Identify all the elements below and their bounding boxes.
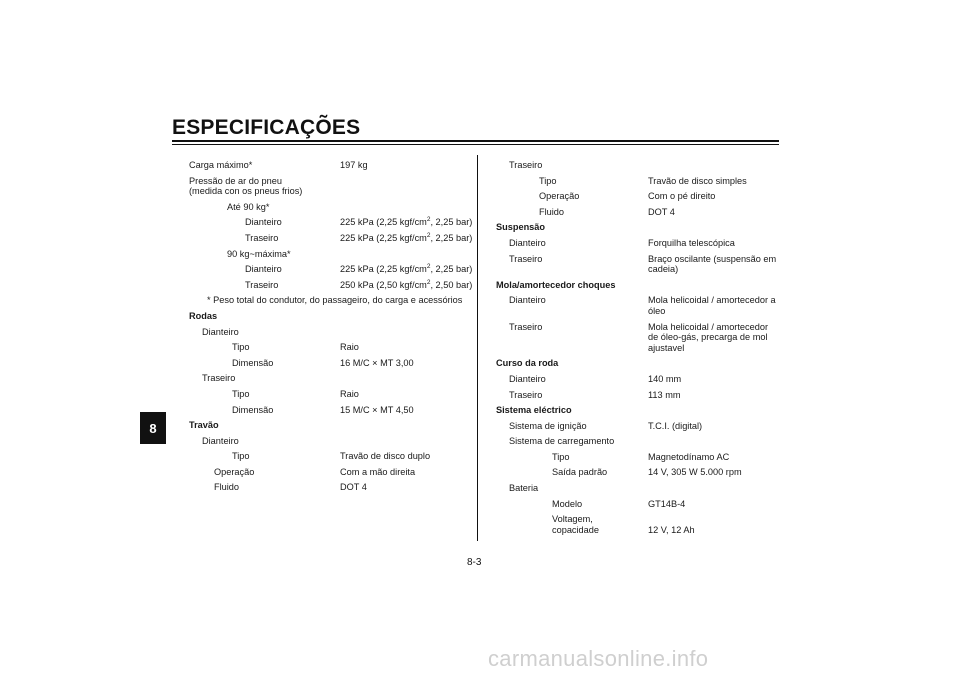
spec-row-c-traseiro — [496, 390, 786, 401]
spec-value: 12 V, 12 Ah — [648, 524, 695, 535]
spec-label: Dianteiro — [245, 264, 282, 275]
spec-label: Tipo — [232, 388, 250, 399]
spec-row-rd-dimensao — [189, 358, 474, 369]
spec-value: 197 kg — [340, 160, 368, 170]
page-title: ESPECIFICAÇÕES — [172, 116, 361, 139]
spec-row-tt-operacao — [496, 191, 786, 202]
spec-label: Sistema de ignição — [509, 420, 587, 431]
spec-label: Carga máximo* — [189, 160, 253, 170]
spec-value: 113 mm — [648, 389, 681, 400]
spec-label: Dianteiro — [245, 217, 282, 228]
spec-row-pressao — [189, 176, 474, 197]
spec-row-m-traseiro — [496, 322, 786, 354]
right-column — [496, 160, 786, 540]
spec-row-rt-dimensao — [189, 405, 474, 416]
spec-row-m-dianteiro — [496, 295, 786, 316]
title-rule — [172, 140, 779, 142]
spec-label: Modelo — [552, 498, 583, 509]
spec-row-carregamento — [496, 436, 786, 447]
spec-value: Magnetodínamo AC — [648, 451, 730, 462]
spec-label: Pressão de ar do pneu (medida con os pneus frios) — [189, 175, 303, 197]
spec-value: 16 M/C × MT 3,00 — [340, 357, 414, 368]
spec-label: Traseiro — [245, 279, 279, 290]
title-rule-thin — [172, 144, 779, 145]
spec-label: Traseiro — [509, 160, 543, 170]
section-heading-mola: Mola/amortecedor choques — [496, 279, 616, 290]
section-heading-rodas: Rodas — [189, 310, 218, 321]
spec-row-tt-fluido — [496, 207, 786, 218]
spec-row-travao-dianteiro — [189, 436, 474, 447]
spec-label: Traseiro — [245, 232, 279, 243]
spec-value: Forquilha telescópica — [648, 237, 735, 248]
section-tab: 8 — [140, 412, 166, 444]
spec-row-max-traseiro — [189, 280, 474, 291]
left-column — [189, 160, 474, 498]
spec-label: Operação — [539, 191, 580, 202]
spec-value: 14 V, 305 W 5.000 rpm — [648, 467, 742, 478]
spec-value: DOT 4 — [340, 482, 367, 493]
spec-label: Dianteiro — [509, 373, 546, 384]
spec-value: 250 kPa (2,50 kgf/$cm^2$, 2,50 bar) — [340, 278, 473, 290]
spec-row-td-operacao — [189, 467, 474, 478]
section-heading-curso: Curso da roda — [496, 358, 559, 369]
spec-value: T.C.I. (digital) — [648, 420, 703, 431]
spec-value: Mola helicoidal / amortecedor a óleo — [648, 295, 776, 316]
spec-label: Dianteiro — [202, 326, 239, 337]
spec-row-s-dianteiro — [496, 238, 786, 249]
section-heading-sistema: Sistema eléctrico — [496, 405, 572, 416]
spec-row-max — [189, 249, 474, 260]
spec-label: Traseiro — [202, 373, 236, 384]
spec-value: 15 M/C × MT 4,50 — [340, 404, 414, 415]
spec-row-rd-tipo — [189, 342, 474, 353]
spec-value: 225 kPa (2,25 kgf/$cm^2$, 2,25 bar) — [340, 263, 473, 275]
spec-value: Com o pé direito — [648, 191, 716, 202]
spec-value: 140 mm — [648, 373, 682, 384]
footnote: * Peso total do condutor, do passageiro, do carga e acessórios — [207, 295, 463, 306]
spec-row-carga — [189, 160, 474, 171]
spec-label: Tipo — [539, 175, 557, 186]
spec-row-sc-tipo — [496, 452, 786, 463]
spec-label: Fluido — [214, 482, 240, 493]
spec-value: GT14B-4 — [648, 498, 686, 509]
page-number: 8-3 — [467, 557, 482, 568]
spec-label: Fluido — [539, 206, 565, 217]
section-heading-travao: Travão — [189, 420, 219, 431]
spec-value: Mola helicoidal / amortecedor de óleo-gás, precarga de mol ajustavel — [648, 321, 769, 353]
spec-value: DOT 4 — [648, 206, 675, 217]
spec-label: Voltagem, copacidade — [552, 514, 599, 535]
spec-label: Tipo — [552, 451, 570, 462]
spec-row-sc-saida — [496, 467, 786, 478]
spec-label: Tipo — [232, 342, 250, 353]
spec-label: 90 kg~máxima* — [227, 248, 291, 259]
spec-row-td-tipo — [189, 451, 474, 462]
spec-label: Até 90 kg* — [227, 201, 270, 212]
spec-value: Raio — [340, 388, 359, 399]
watermark-text: carmanualsonline.info — [488, 646, 709, 671]
spec-label: Traseiro — [509, 389, 543, 400]
spec-label: Operação — [214, 466, 255, 477]
spec-label: Saída padrão — [552, 467, 608, 478]
spec-label: Dianteiro — [202, 435, 239, 446]
section-heading-suspensao: Suspensão — [496, 222, 546, 233]
spec-row-rt-tipo — [189, 389, 474, 400]
spec-row-td-fluido — [189, 482, 474, 493]
spec-row-tt-tipo — [496, 176, 786, 187]
spec-label: Bateria — [509, 483, 539, 494]
spec-row-ate90-traseiro — [189, 233, 474, 244]
column-divider — [477, 155, 478, 541]
spec-value: Travão de disco simples — [648, 175, 747, 186]
spec-value: 225 kPa (2,25 kgf/$cm^2$, 2,25 bar) — [340, 216, 473, 228]
spec-row-traseiro — [496, 160, 786, 171]
spec-value: Com a mão direita — [340, 466, 416, 477]
spec-label: Traseiro — [509, 321, 543, 332]
spec-label: Dianteiro — [509, 295, 546, 306]
spec-value: Raio — [340, 342, 359, 353]
spec-row-rodas-dianteiro — [189, 327, 474, 338]
spec-label: Traseiro — [509, 253, 543, 264]
spec-row-rodas-traseiro — [189, 373, 474, 384]
spec-row-ate90 — [189, 202, 474, 213]
spec-row-b-voltagem — [496, 514, 786, 535]
spec-value: Travão de disco duplo — [340, 451, 431, 462]
spec-row-c-dianteiro — [496, 374, 786, 385]
spec-label: Tipo — [232, 451, 250, 462]
spec-row-s-traseiro — [496, 254, 786, 275]
spec-row-max-dianteiro — [189, 264, 474, 275]
spec-row-ate90-dianteiro — [189, 217, 474, 228]
spec-value: Braço oscilante (suspensão em cadeia) — [648, 253, 777, 275]
spec-value: 225 kPa (2,25 kgf/$cm^2$, 2,25 bar) — [340, 231, 473, 243]
spec-label: Dimensão — [232, 404, 274, 415]
spec-row-ignicao — [496, 421, 786, 432]
spec-row-bateria — [496, 483, 786, 494]
spec-label: Sistema de carregamento — [509, 436, 615, 447]
spec-label: Dimensão — [232, 357, 274, 368]
spec-row-b-modelo — [496, 499, 786, 510]
spec-label: Dianteiro — [509, 237, 546, 248]
